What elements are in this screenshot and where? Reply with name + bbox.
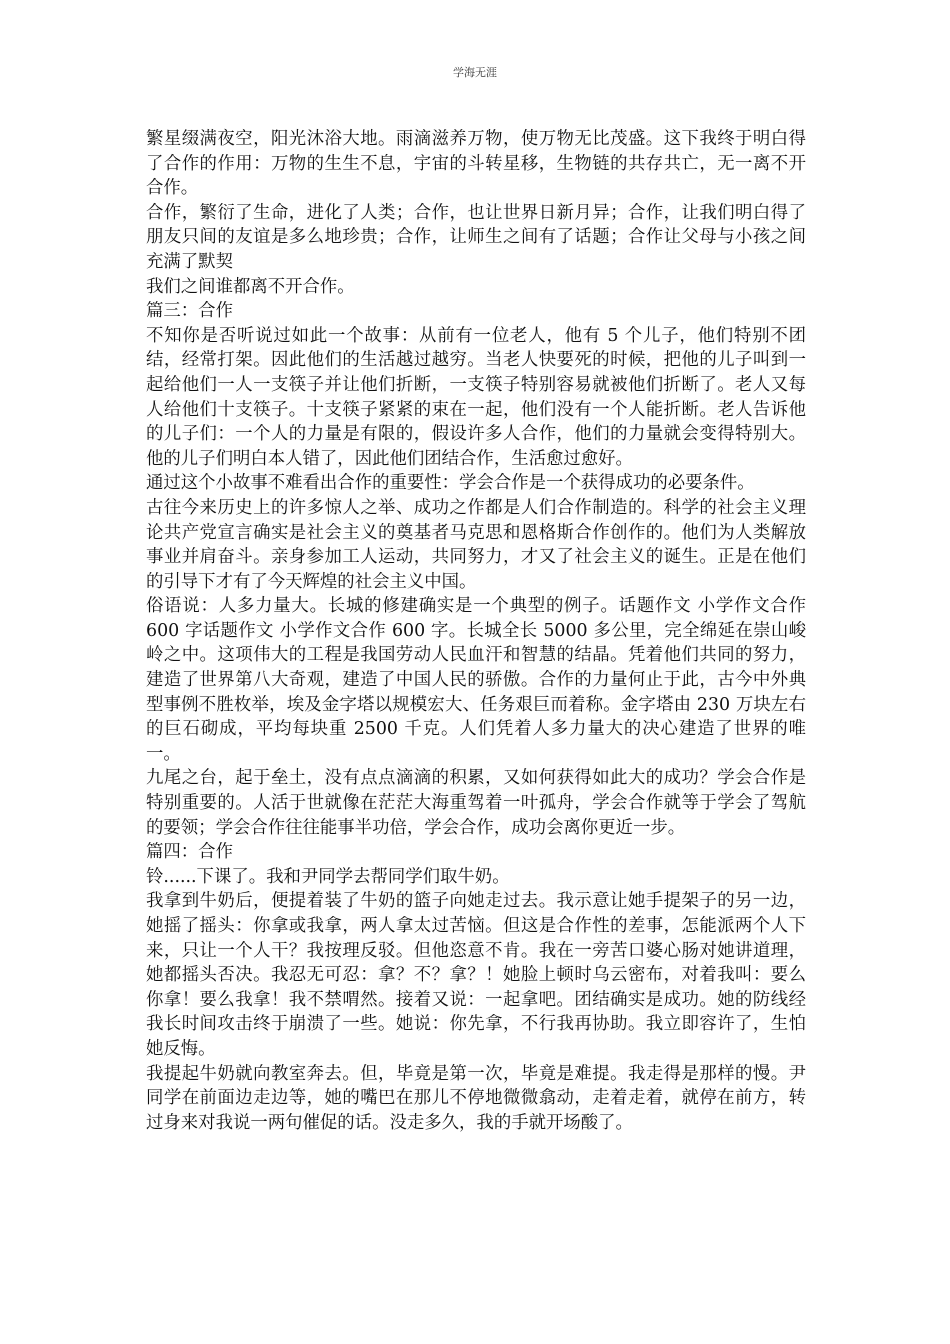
section-heading: 篇四：合作 <box>146 842 233 863</box>
paragraph: 不知你是否听说过如此一个故事：从前有一位老人，他有 5 个儿子，他们特别不团结，经常打架。因此他们的生活越过越穷。当老人快要死的时候，把他的儿子叫到一起给他们一人一支筷子并让他们折断，一支筷子特别容易就被他们折断了。老人又每人给他们十支筷子。十支筷子紧紧的束在一起，他们没有一个人能折断。老人告诉他的儿子们：一个人的力量是有限的，假设许多人合作，他们的力量就会变得特别大。他的儿子们明白本人错了，因此他们团结合作，生活愈过愈好。 <box>146 325 806 469</box>
paragraph: 我提起牛奶就向教室奔去。但，毕竟是第一次，毕竟是难提。我走得是那样的慢。尹同学在前面边走边等，她的嘴巴在那儿不停地微微翕动，走着走着，就停在前方，转过身来对我说一两句催促的话。没走多久，我的手就开场酸了。 <box>146 1063 806 1133</box>
paragraph: 我拿到牛奶后，便提着装了牛奶的篮子向她走过去。我示意让她手提架子的另一边，她摇了摇头：你拿或我拿，两人拿太过苦恼。但这是合作性的差事，怎能派两个人下来，只让一个人干？我按理反驳。但他恣意不肯。我在一旁苦口婆心肠对她讲道理，她都摇头否决。我忍无可忍：拿？不？拿？！她脸上顿时乌云密布，对着我叫：要么你拿！要么我拿！我不禁喟然。接着又说：一起拿吧。团结确实是成功。她的防线经我长时间攻击终于崩溃了一些。她说：你先拿，不行我再协助。我立即容许了，生怕她反悔。 <box>146 891 806 1059</box>
paragraph: 九尾之台，起于垒土，没有点点滴滴的积累，又如何获得如此大的成功？学会合作是特别重要的。人活于世就像在茫茫大海重驾着一叶孤舟，学会合作就等于学会了驾航的要领；学会合作往往能事半功倍，学会合作，成功会离你更近一步。 <box>146 768 806 838</box>
paragraph: 铃......下课了。我和尹同学去帮同学们取牛奶。 <box>146 866 510 887</box>
document-body <box>146 127 806 1135</box>
paragraph: 繁星缀满夜空，阳光沐浴大地。雨滴滋养万物，使万物无比茂盛。这下我终于明白得了合作的作用：万物的生生不息，宇宙的斗转星移，生物链的共存共亡，无一离不开合作。 <box>146 129 806 199</box>
paragraph: 通过这个小故事不难看出合作的重要性：学会合作是一个获得成功的必要条件。 <box>146 473 755 494</box>
paragraph: 合作，繁衍了生命，进化了人类；合作，也让世界日新月异；合作，让我们明白得了朋友只间的友谊是多么地珍贵；合作，让师生之间有了话题；合作让父母与小孩之间充满了默契 <box>146 202 806 272</box>
paragraph: 古往今来历史上的许多惊人之举、成功之作都是人们合作制造的。科学的社会主义理论共产党宣言确实是社会主义的奠基者马克思和恩格斯合作创作的。他们为人类解放事业并肩奋斗。亲身参加工人运动，共同努力，才又了社会主义的诞生。正是在他们的引导下才有了今天辉煌的社会主义中国。 <box>146 497 806 592</box>
paragraph: 俗语说：人多力量大。长城的修建确实是一个典型的例子。话题作文 小学作文合作 600 字话题作文 小学作文合作 600 字。长城全长 5000 多公里，完全绵延在崇山峻岭之中。这项伟大的工程是我国劳动人民血汗和智慧的结晶。凭着他们共同的努力，建造了世界第八大奇观，建造了中国人民的骄傲。合作的力量何止于此，古今中外典型事例不胜枚举，埃及金字塔以规模宏大、任务艰巨而着称。金字塔由 230 万块左右的巨石砌成，平均每块重 2500 千克。人们凭着人多力量大的决心建造了世界的唯一。 <box>146 596 806 764</box>
section-heading: 篇三：合作 <box>146 301 233 322</box>
page-header: 学海无涯 <box>453 66 497 79</box>
paragraph: 我们之间谁都离不开合作。 <box>146 276 355 297</box>
